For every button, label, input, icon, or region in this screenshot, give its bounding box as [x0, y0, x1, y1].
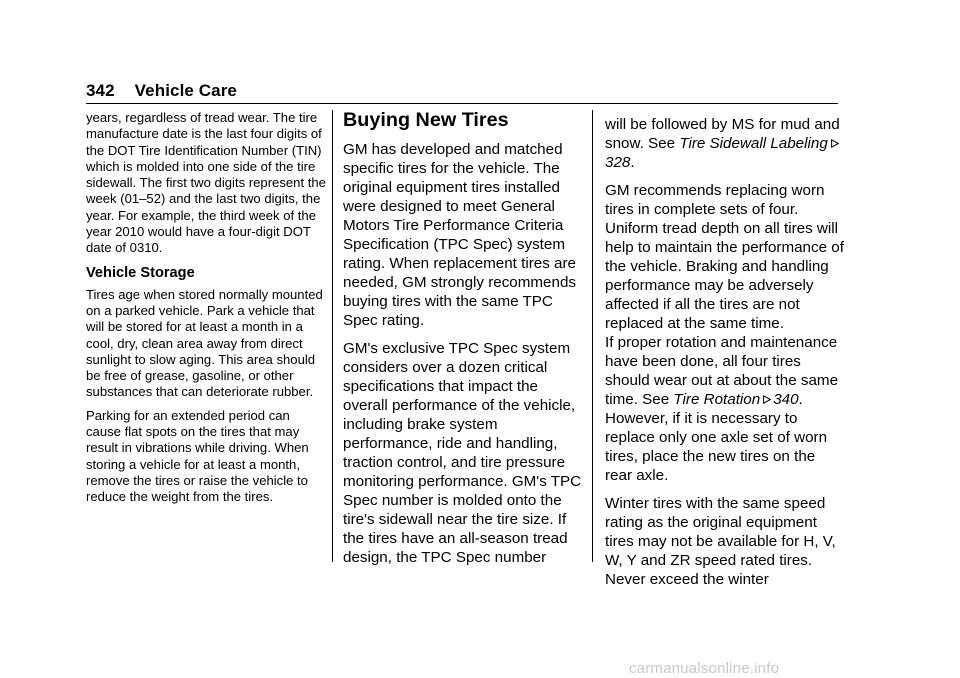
link-tire-rotation[interactable]: Tire Rotation [673, 391, 761, 408]
paragraph-tire-date: years, regardless of tread wear. The tire manufacture date is the last four digits of the DOT Tire Identification Number (TIN) which is molded into one side of the tire sidewall. The first two digits represent the week (01–52) and the last two digits, the year. For example, the third week of the year 2010 would have a four-digit DOT date of 0310. [86, 110, 326, 256]
section-title: Vehicle Care [134, 81, 237, 100]
text-run: will be followed by MS for mud and snow. See [605, 116, 840, 152]
text-run: . However, if it is necessary to replace only one axle set of worn tires, place the new tires on the rear axle. [605, 391, 828, 484]
link-tire-sidewall-labeling[interactable]: Tire Sidewall Labeling [679, 135, 828, 152]
column-divider-2 [592, 110, 593, 562]
column-divider-1 [332, 110, 333, 562]
paragraph-storage-aging: Tires age when stored normally mounted on a parked vehicle. Park a vehicle that will be stored for at least a month in a cool, dry, clean area away from direct sunlight to slow aging. This area should be free of grease, gasoline, or other substances that can deteriorate rubber. [86, 286, 323, 400]
paragraph-gm-tires: GM has developed and matched specific tires for the vehicle. The original equipment tires installed were designed to meet General Motors Tire Performance Criteria Specification (TPC Spec) system rating. When replacement tires are needed, GM strongly recommends buying tires with the same TPC Spec rating. [343, 141, 576, 329]
text-run: . [630, 154, 635, 171]
paragraph-replace-sets: GM recommends replacing worn tires in complete sets of four. Uniform tread depth on all tires will help to maintain the performance of the vehicle. Braking and handling performance may be adversely affected if all the tires are not replaced at the same time. [605, 182, 844, 332]
paragraph-rotation [605, 333, 845, 485]
watermark: carmanualsonline.info [629, 660, 780, 677]
column-3 [605, 115, 845, 598]
column-1 [86, 110, 326, 513]
text-run: If proper rotation and maintenance have been done, all four tires should wear out at about the same time. See [605, 334, 839, 408]
paragraph-ms-mud-snow [605, 115, 845, 172]
page-reference-icon [831, 139, 839, 148]
column-2 [343, 108, 585, 576]
paragraph-winter-tires: Winter tires with the same speed rating as the original equipment tires may not be available for H, V, W, Y and ZR speed rated tires. Never exceed the winter [605, 495, 836, 588]
header-rule [86, 103, 838, 104]
heading-buying-new-tires: Buying New Tires [343, 109, 509, 131]
paragraph-flat-spots: Parking for an extended period can cause flat spots on the tires that may result in vibrations while driving. When storing a vehicle for at least a month, remove the tires or raise the vehicle to reduce the weight from the tires. [86, 407, 309, 505]
page-header [86, 81, 237, 101]
page-number: 342 [86, 81, 115, 100]
page-ref-328[interactable]: 328 [605, 154, 631, 171]
heading-vehicle-storage: Vehicle Storage [86, 264, 195, 281]
page-reference-icon [763, 395, 771, 404]
page-ref-340[interactable]: 340 [773, 391, 799, 408]
paragraph-tpc-spec: GM's exclusive TPC Spec system considers over a dozen critical specifications that impact the overall performance of the vehicle, including brake system performance, ride and handling, traction control, and tire pressure monitoring performance. GM's TPC Spec number is molded onto the tire's sidewall near the tire size. If the tires have an all-season tread design, the TPC Spec number [343, 340, 582, 566]
